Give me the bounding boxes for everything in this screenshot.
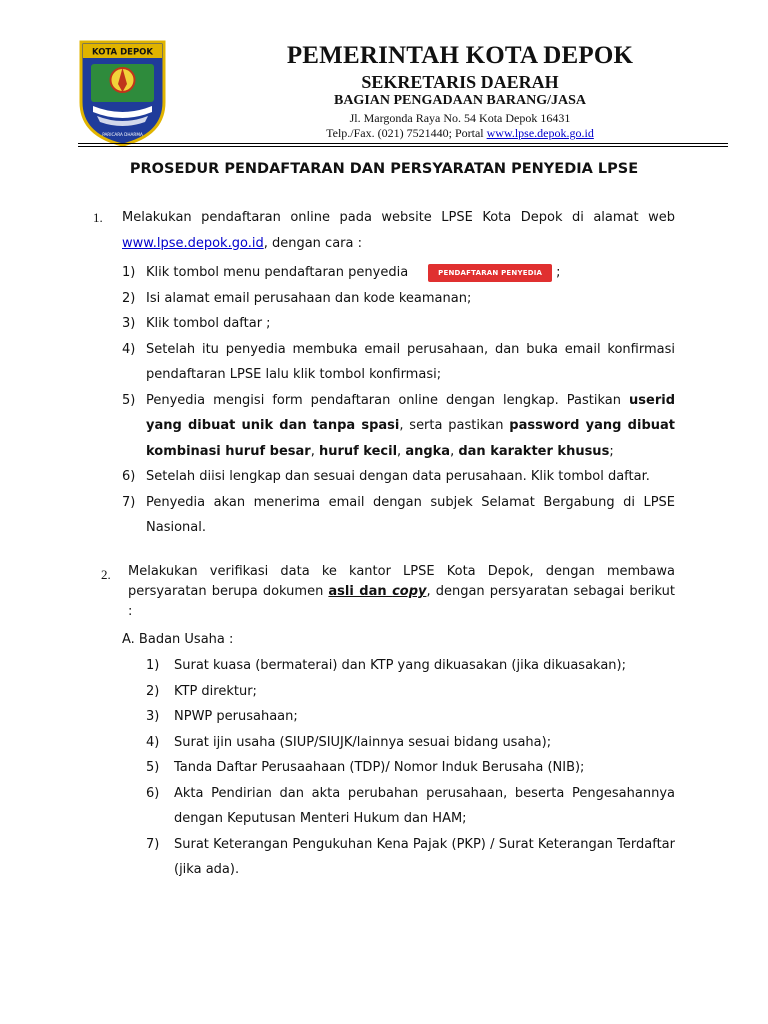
contact-text: Telp./Fax. (021) 7521440; Portal: [326, 126, 487, 140]
step-5-sep-2: ,: [397, 443, 406, 459]
step-number: 7): [122, 494, 136, 510]
list-item: [122, 311, 675, 337]
list-item: [146, 653, 675, 679]
portal-link[interactable]: www.lpse.depok.go.id: [486, 126, 594, 140]
list-item: [146, 832, 675, 883]
section-2-intro-text: Melakukan verifikasi data ke kantor LPSE Kota Depok, dengan membawa persyaratan berupa dokumen: [128, 564, 675, 599]
asli-emphasis: asli dan: [328, 584, 393, 599]
letterhead-subtitle: SEKRETARIS DAERAH: [361, 72, 559, 92]
step-number: 6): [122, 469, 136, 484]
section-1-intro-tail: , dengan cara :: [263, 235, 362, 251]
item-number: 6): [146, 785, 160, 801]
step-text: Setelah diisi lengkap dan sesuai dengan data perusahaan. Klik tombol daftar.: [146, 469, 650, 484]
step-text: Klik tombol daftar ;: [146, 316, 271, 331]
step-5-sep-1: ,: [310, 443, 319, 459]
requirements-list: [146, 653, 675, 883]
item-text: KTP direktur;: [174, 683, 257, 699]
section-2-number: 2.: [101, 567, 111, 582]
letterhead-title: PEMERINTAH KOTA DEPOK: [286, 42, 634, 69]
section-1-intro: [122, 205, 675, 256]
list-item: [122, 464, 675, 490]
section-2-intro: [128, 562, 675, 622]
registration-steps-list: [122, 260, 675, 541]
step-text: [146, 388, 675, 465]
list-item: [122, 337, 675, 388]
pendaftaran-penyedia-button[interactable]: PENDAFTARAN PENYEDIA: [428, 264, 552, 282]
list-item: [146, 679, 675, 705]
badan-usaha-heading: A. Badan Usaha :: [122, 632, 234, 647]
step-5-sep-3: ,: [450, 443, 459, 459]
step-number: 5): [122, 392, 136, 408]
step-5-lowercase-emphasis: huruf kecil: [318, 443, 398, 459]
list-item: [122, 490, 675, 541]
list-item: [122, 260, 675, 286]
section-1-intro-text: Melakukan pendaftaran online pada website LPSE Kota Depok di alamat web: [122, 210, 675, 225]
step-5-text-b: , serta pastikan: [399, 418, 510, 433]
section-1-number: 1.: [93, 210, 103, 225]
section-2-intro-tail: , dengan persyaratan sebagai berikut :: [128, 584, 675, 619]
step-text: Isi alamat email perusahaan dan kode keamanan;: [146, 290, 472, 306]
letterhead-contact: [210, 126, 710, 141]
item-text: Surat Keterangan Pengukuhan Kena Pajak (PKP) / Surat Keterangan Terdaftar (jika ada).: [174, 836, 675, 877]
list-item: [146, 730, 675, 756]
step-5-text-a: Penyedia mengisi form pendaftaran online dengan lengkap. Pastikan: [146, 392, 630, 408]
item-number: 5): [146, 760, 160, 775]
step-number: 4): [122, 341, 136, 357]
step-text: Setelah itu penyedia membuka email perusahaan, dan buka email konfirmasi pendaftaran LPSE lalu klik tombol konfirmasi;: [146, 341, 675, 382]
letterhead-department: BAGIAN PENGADAAN BARANG/JASA: [333, 93, 586, 108]
step-number: 2): [122, 290, 136, 306]
letterhead-address: Jl. Margonda Raya No. 54 Kota Depok 16431: [349, 111, 571, 125]
document-title: PROSEDUR PENDAFTARAN DAN PERSYARATAN PENYEDIA LPSE: [129, 161, 639, 177]
logo-title-text: KOTA DEPOK: [91, 47, 154, 58]
list-item: [122, 388, 675, 465]
copy-emphasis: copy: [392, 584, 427, 599]
item-number: 2): [146, 683, 160, 699]
item-number: 1): [146, 658, 160, 673]
step-number: 3): [122, 316, 136, 331]
step-5-password-emphasis: password yang dibuat kombinasi huruf besar: [146, 418, 675, 459]
list-item: [122, 286, 675, 312]
step-text: Klik tombol menu pendaftaran penyedia: [146, 265, 409, 280]
item-text: NPWP perusahaan;: [174, 709, 298, 724]
item-text: Surat kuasa (bermaterai) dan KTP yang dikuasakan (jika dikuasakan);: [174, 658, 626, 673]
step-text: Penyedia akan menerima email dengan subjek Selamat Bergabung di LPSE Nasional.: [146, 494, 675, 535]
item-number: 3): [146, 709, 160, 724]
item-number: 4): [146, 734, 160, 750]
list-item: [146, 781, 675, 832]
step-5-userid-emphasis: userid yang dibuat unik dan tanpa spasi: [146, 392, 675, 433]
list-item: [146, 755, 675, 781]
item-text: Akta Pendirian dan akta perubahan perusahaan, beserta Pengesahannya dengan Keputusan Menteri Hukum dan HAM;: [174, 785, 675, 826]
step-5-special-emphasis: dan karakter khusus: [458, 443, 610, 459]
kota-depok-logo: [79, 40, 166, 147]
letterhead-divider-thick: [78, 143, 728, 144]
item-text: Surat ijin usaha (SIUP/SIUJK/lainnya sesuai bidang usaha);: [174, 734, 552, 750]
lpse-website-link[interactable]: www.lpse.depok.go.id: [122, 235, 264, 251]
step-5-number-emphasis: angka: [405, 443, 451, 459]
logo-motto-text: PARICARA DHARMA: [102, 132, 143, 137]
letterhead-divider-thin: [78, 146, 728, 147]
list-item: [146, 704, 675, 730]
step-5-end: ;: [609, 443, 614, 459]
item-text: Tanda Daftar Perusaahaan (TDP)/ Nomor Induk Berusaha (NIB);: [174, 760, 585, 775]
item-number: 7): [146, 836, 160, 852]
step-number: 1): [122, 265, 136, 280]
step-tail: ;: [556, 265, 561, 280]
